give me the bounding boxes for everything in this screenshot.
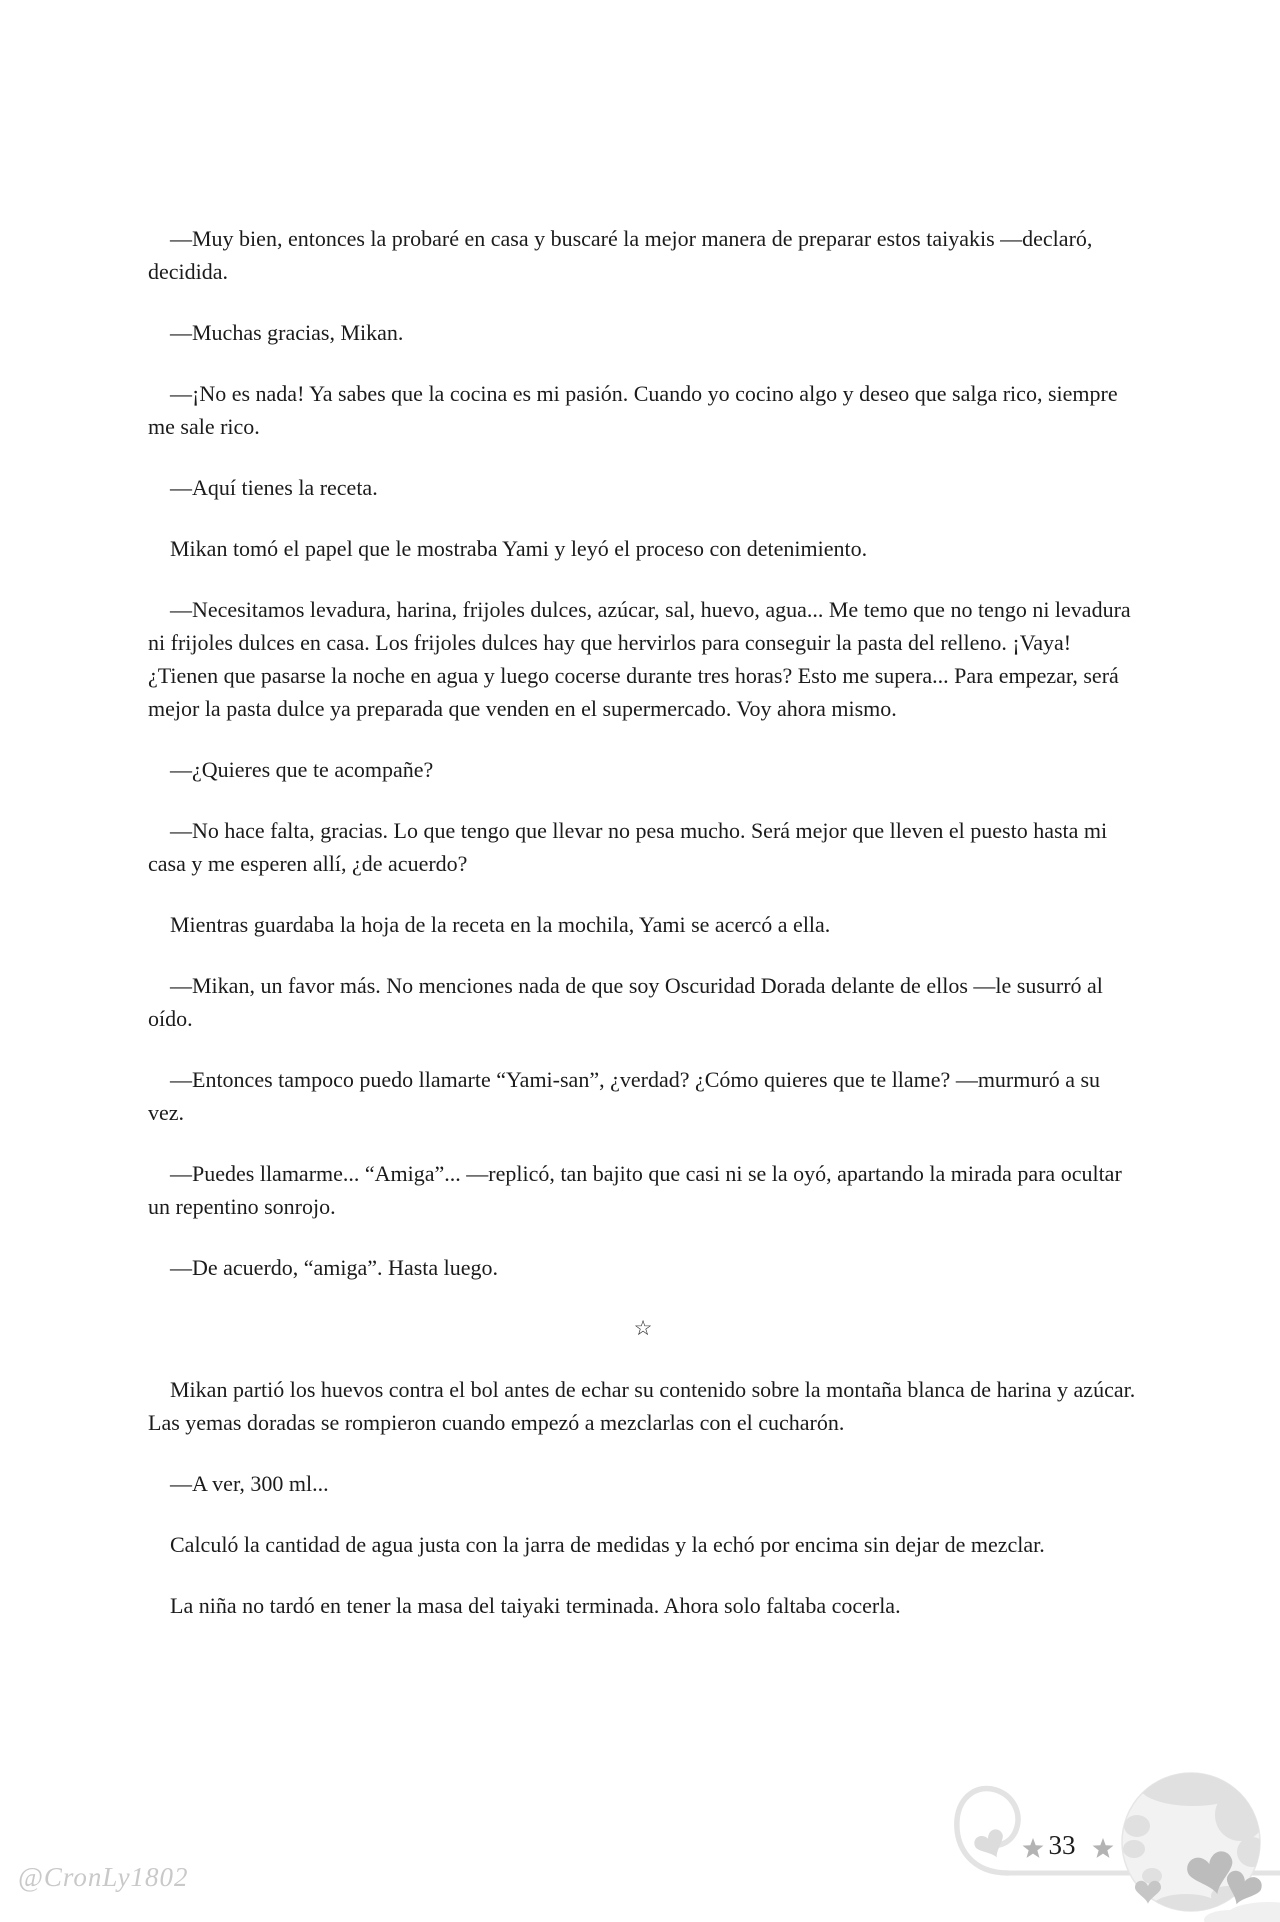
- paragraph: Mikan tomó el papel que le mostraba Yami y leyó el proceso con detenimiento.: [170, 536, 868, 561]
- paragraph: —No hace falta, gracias. Lo que tengo que llevar no pesa mucho. Será mejor que lleven el puesto hasta mi casa y me esperen allí, ¿de acuerdo?: [148, 818, 1108, 876]
- section-divider-star: ☆: [633, 1316, 653, 1340]
- page-number: 33: [1048, 1830, 1076, 1860]
- paragraph: —Aquí tienes la receta.: [170, 475, 378, 500]
- paragraph: —A ver, 300 ml...: [170, 1471, 329, 1496]
- paragraph: —De acuerdo, “amiga”. Hasta luego.: [170, 1255, 499, 1280]
- heart-icon: [1185, 1849, 1240, 1900]
- cloud-icon: [1204, 1902, 1280, 1922]
- paragraph: —Necesitamos levadura, harina, frijoles dulces, azúcar, sal, huevo, agua... Me temo que no tengo ni levadura ni frijoles dulces en casa. Los frijoles dulces hay que hervirlos para conseguir la pasta del relleno. ¡Vaya! ¿Tienen que pasarse la noche en agua y luego cocerse durante tres horas? Esto me supera... Para empezar, será mejor la pasta dulce ya preparada que venden en el supermercado. Voy ahora mismo.: [148, 597, 1131, 721]
- paragraph: —¡No es nada! Ya sabes que la cocina es mi pasión. Cuando yo cocino algo y deseo que salga rico, siempre me sale rico.: [148, 381, 1118, 439]
- heart-icon: [1135, 1881, 1161, 1904]
- spiral-flourish-icon: [957, 1788, 1018, 1873]
- heart-icon: [1220, 1868, 1265, 1910]
- paragraph: —Mikan, un favor más. No menciones nada de que soy Oscuridad Dorada delante de ellos —le susurró al oído.: [148, 973, 1103, 1031]
- paragraph: Mikan partió los huevos contra el bol antes de echar su contenido sobre la montaña blanca de harina y azúcar. Las yemas doradas se rompieron cuando empezó a mezclarlas con el cucharón.: [148, 1377, 1136, 1435]
- paragraph: Mientras guardaba la hoja de la receta en la mochila, Yami se acercó a ella.: [170, 912, 831, 937]
- heart-icon: [972, 1827, 1010, 1864]
- paragraph: Calculó la cantidad de agua justa con la jarra de medidas y la echó por encima sin dejar de mezclar.: [170, 1532, 1045, 1557]
- paragraph: —Entonces tampoco puedo llamarte “Yami-san”, ¿verdad? ¿Cómo quieres que te llame? —murmuró a su vez.: [148, 1067, 1101, 1125]
- paragraph: La niña no tardó en tener la masa del taiyaki terminada. Ahora solo faltaba cocerla.: [170, 1593, 901, 1618]
- paragraph: —Muy bien, entonces la probaré en casa y buscaré la mejor manera de preparar estos taiyakis —declaró, decidida.: [148, 226, 1093, 284]
- star-icon: [1093, 1838, 1114, 1858]
- watermark: @CronLy1802: [18, 1862, 189, 1892]
- paragraph: —¿Quieres que te acompañe?: [170, 757, 434, 782]
- paragraph: —Puedes llamarme... “Amiga”... —replicó, tan bajito que casi ni se la oyó, apartando la mirada para ocultar un repentino sonrojo.: [148, 1161, 1122, 1219]
- text-block: [148, 222, 1138, 1650]
- moon-icon: [1122, 1766, 1267, 1918]
- paragraph: —Muchas gracias, Mikan.: [170, 320, 404, 345]
